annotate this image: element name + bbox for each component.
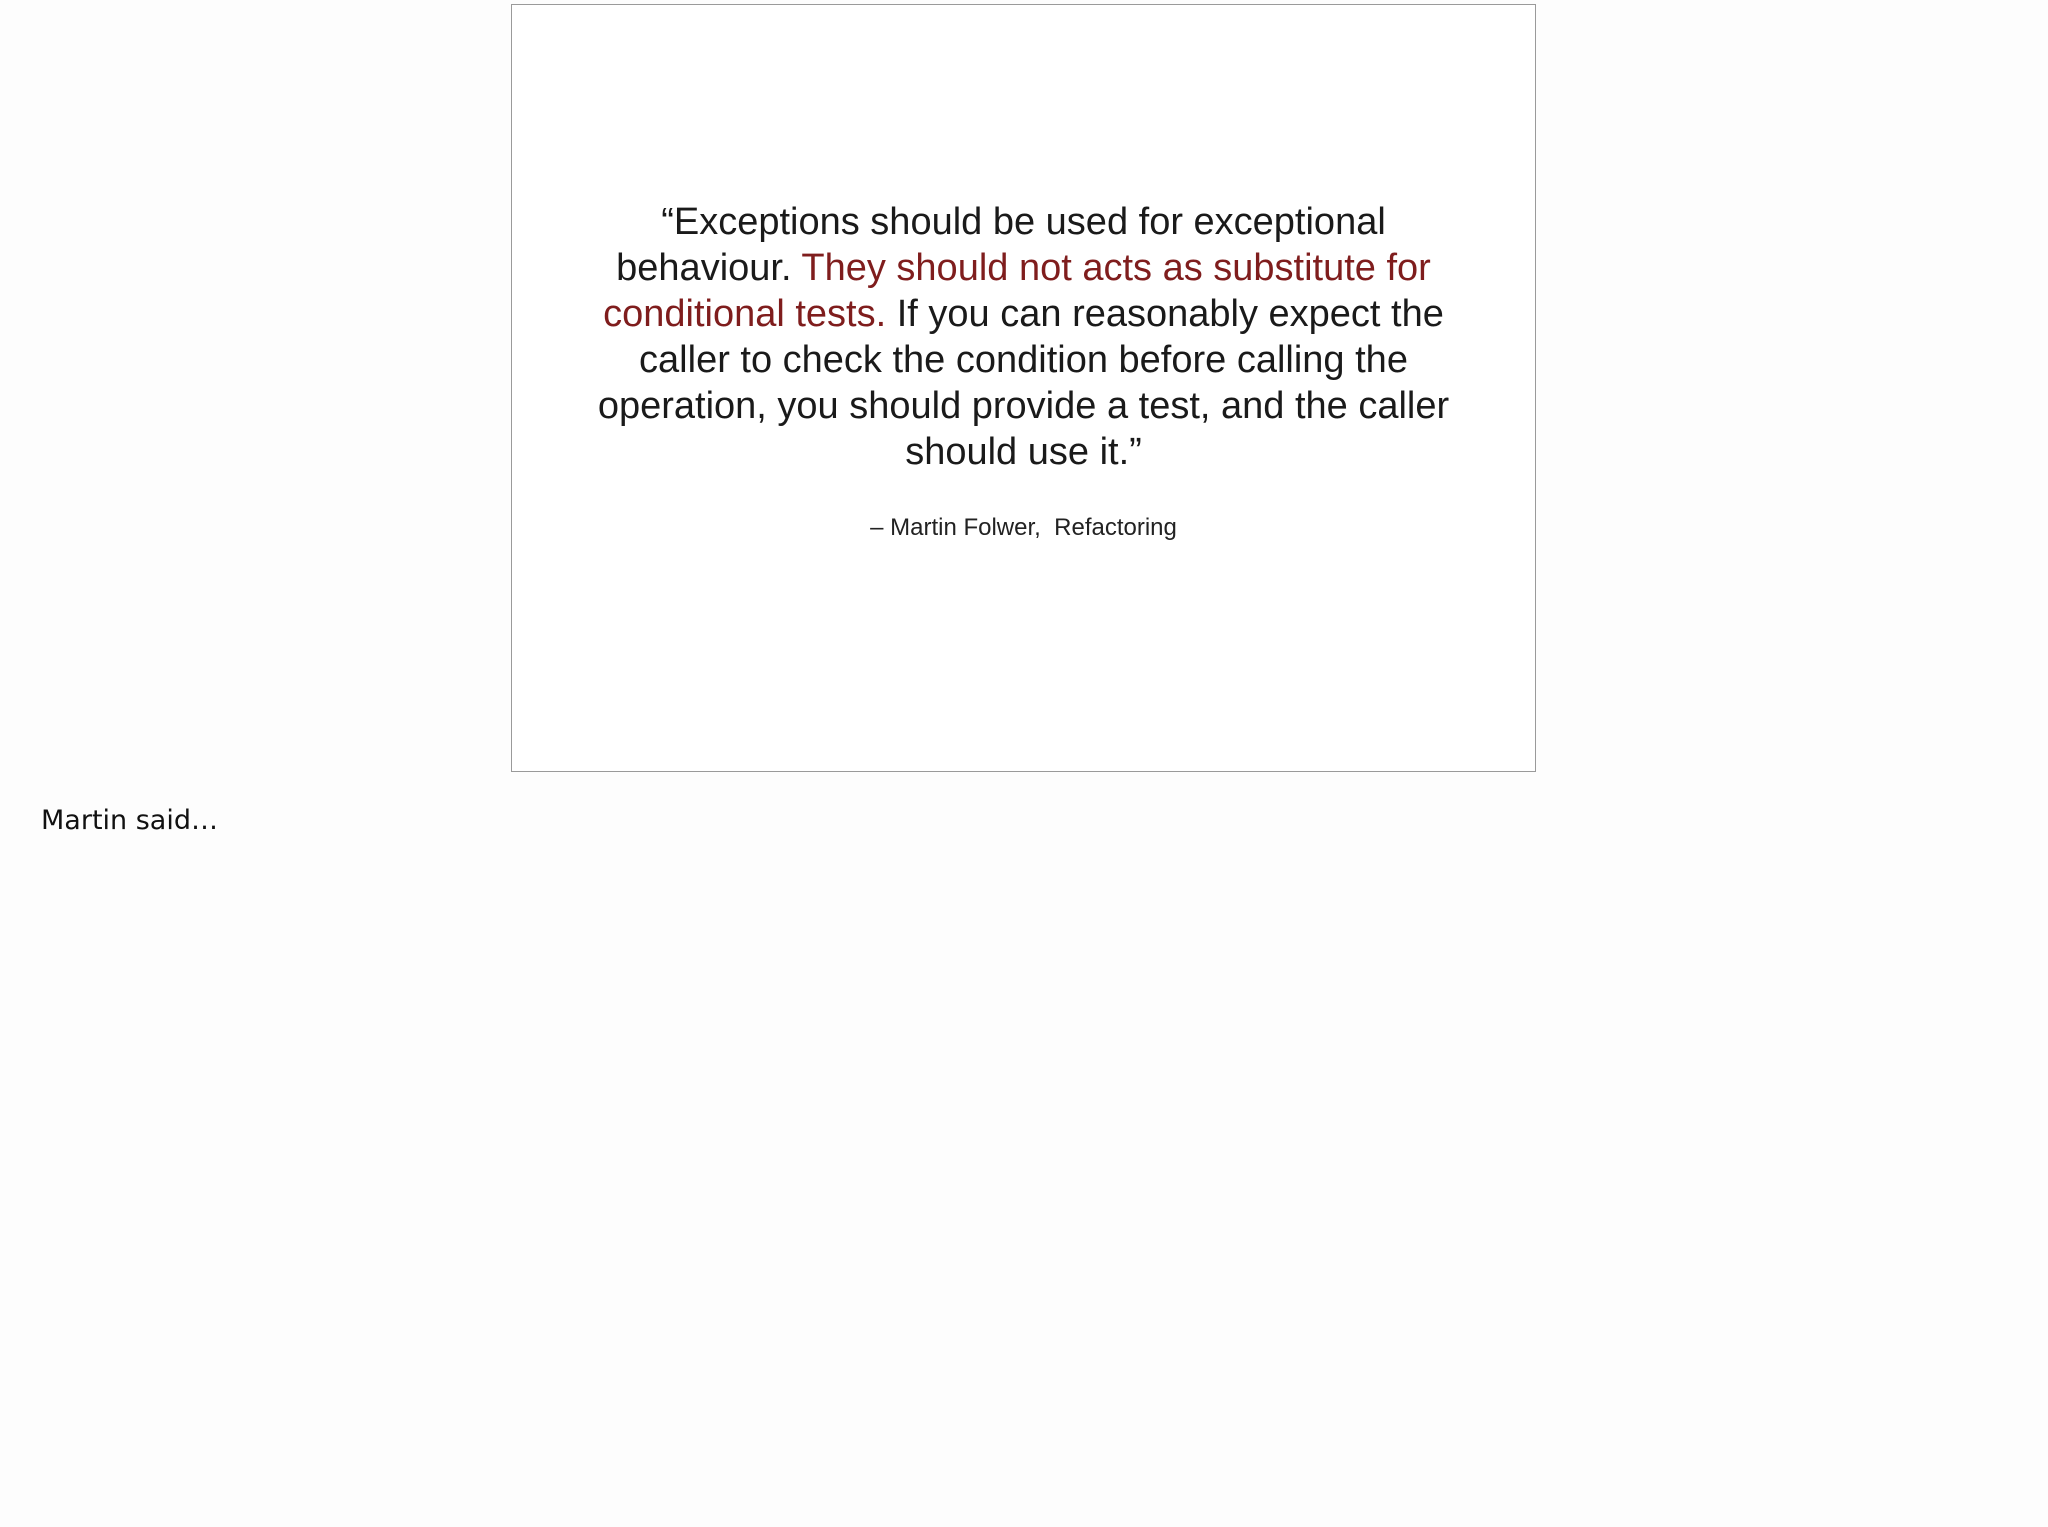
- quote-highlight: They should not acts as substitute for conditional tests.: [603, 247, 1431, 335]
- quote-text-end: If you can reasonably expect the caller to check the condition before calling the operation, you should provide a test, and the caller should use it.”: [597, 293, 1450, 473]
- slide-quote: [594, 199, 1454, 475]
- speaker-notes: Martin said…: [41, 805, 218, 836]
- quote-attribution: – Martin Folwer, Refactoring: [870, 514, 1177, 541]
- slide-canvas: [511, 4, 1536, 772]
- quote-text-start: “Exceptions should be used for exceptional behaviour.: [616, 201, 1386, 289]
